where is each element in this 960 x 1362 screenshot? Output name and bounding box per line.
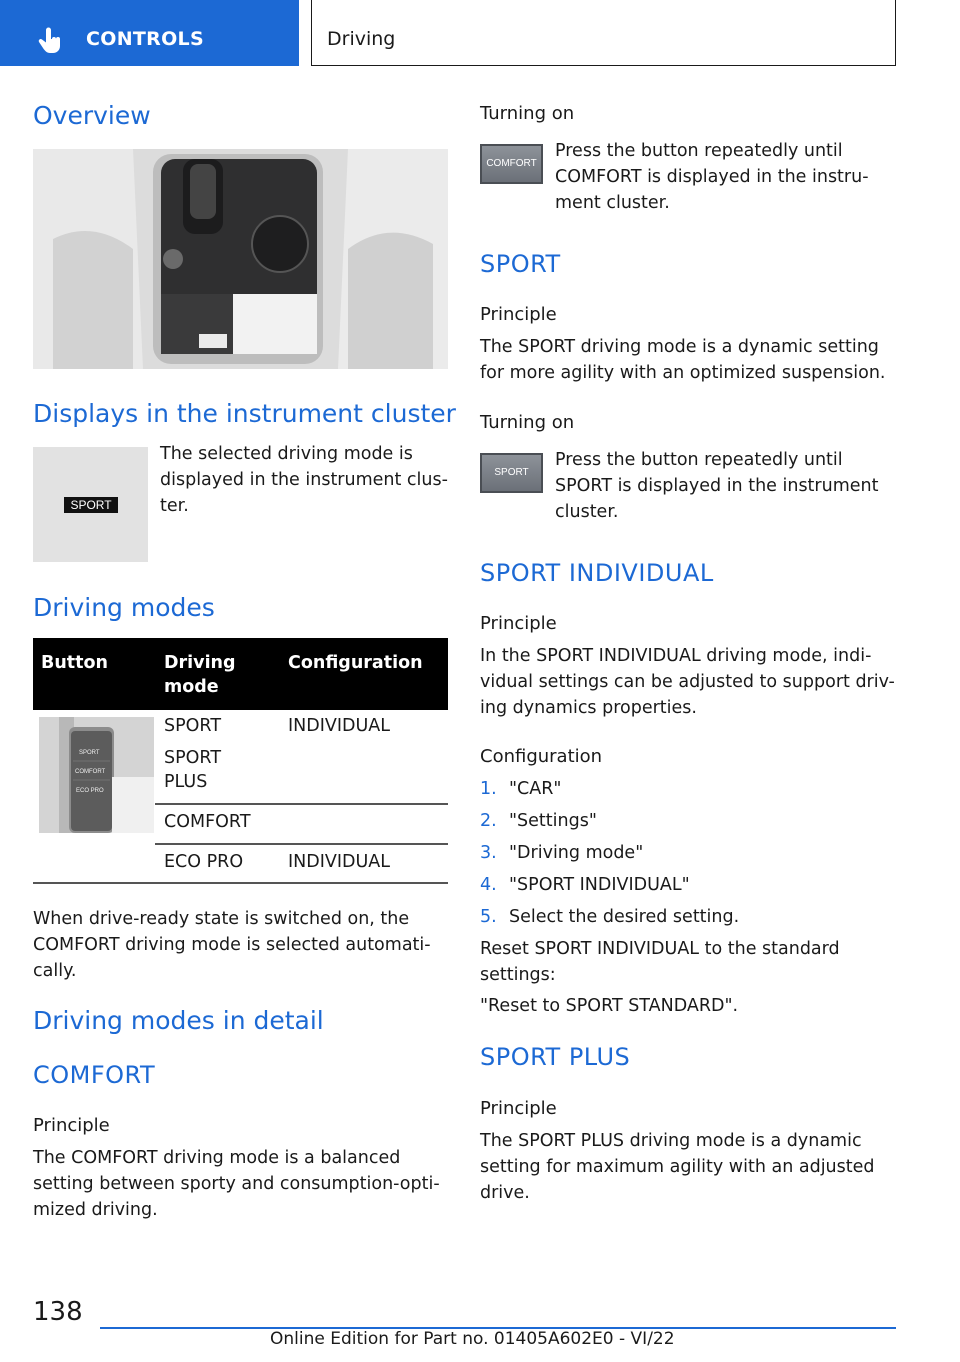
- section-tab: [0, 0, 299, 66]
- sport-plus-principle-text: The SPORT PLUS driving mode is a dynamic setting for maximum agility with an adjusted drive.: [480, 1131, 875, 1203]
- row1-mode1: SPORT: [164, 716, 222, 736]
- step-text: "Settings": [509, 811, 597, 831]
- col-driving-mode: Driving mode: [164, 653, 236, 697]
- step-text: "CAR": [509, 779, 562, 799]
- individual-principle-heading: Principle: [480, 613, 557, 634]
- row3-mode: ECO PRO: [164, 852, 244, 872]
- sport-turning-on-heading: Turning on: [480, 412, 575, 433]
- reset-value: "Reset to SPORT STANDARD".: [480, 996, 739, 1016]
- step-number: 4.: [480, 875, 497, 895]
- row2-mode: COMFORT: [164, 812, 251, 832]
- comfort-heading: COMFORT: [33, 1061, 156, 1089]
- btn-sport-label: SPORT: [79, 750, 100, 756]
- table-bottom-border: [33, 882, 448, 884]
- after-table-text: When drive-ready state is switched on, the COMFORT driving mode is selected automati- cally.: [33, 909, 431, 981]
- center-console-photo: [33, 149, 448, 369]
- comfort-button-icon: COMFORT: [480, 144, 543, 184]
- driving-modes-heading: Driving modes: [33, 593, 215, 622]
- step-text: Select the desired setting.: [509, 907, 740, 927]
- step-number: 1.: [480, 779, 497, 799]
- sport-heading: SPORT: [480, 250, 561, 278]
- step-text: "Driving mode": [509, 843, 644, 863]
- sport-principle-text: The SPORT driving mode is a dynamic setting for more agility with an optimized suspension.: [480, 337, 886, 383]
- reset-text: Reset SPORT INDIVIDUAL to the standard settings:: [480, 939, 840, 985]
- comfort-principle-heading: Principle: [33, 1115, 110, 1136]
- comfort-principle-text: The COMFORT driving mode is a balanced setting between sporty and consumption-opti- mized driving.: [33, 1148, 440, 1220]
- individual-principle-text: In the SPORT INDIVIDUAL driving mode, indi- vidual settings can be adjusted to support driv- ing dynamics properties.: [480, 646, 895, 718]
- btn-comfort-label: COMFORT: [75, 769, 106, 775]
- row-divider: [155, 803, 448, 805]
- sport-principle-heading: Principle: [480, 304, 557, 325]
- row-divider: [155, 843, 448, 845]
- row1-config: INDIVIDUAL: [288, 716, 391, 736]
- sport-plus-heading: SPORT PLUS: [480, 1043, 631, 1071]
- overview-heading: Overview: [33, 101, 151, 130]
- row1-mode2: SPORT PLUS: [164, 748, 222, 792]
- page-number: 138: [33, 1297, 83, 1327]
- section-label: CONTROLS: [86, 28, 204, 50]
- sport-plus-principle-heading: Principle: [480, 1098, 557, 1119]
- step-number: 3.: [480, 843, 497, 863]
- step-text: "SPORT INDIVIDUAL": [509, 875, 690, 895]
- sport-turning-on-text: Press the button repeatedly until SPORT is displayed in the instrument cluster.: [555, 450, 879, 522]
- hand-pointer-icon: [36, 26, 66, 56]
- displays-heading: Displays in the instrument cluster: [33, 399, 456, 428]
- cluster-mode-badge: SPORT: [64, 497, 118, 513]
- btn-ecopro-label: ECO PRO: [76, 788, 104, 794]
- comfort-turning-on-text: Press the button repeatedly until COMFORT is displayed in the instru- ment cluster.: [555, 141, 869, 213]
- step-number: 5.: [480, 907, 497, 927]
- col-configuration: Configuration: [288, 653, 423, 673]
- mode-buttons-photo: [39, 717, 154, 833]
- instrument-cluster-image: [33, 447, 148, 562]
- topic-label: Driving: [327, 28, 396, 50]
- displays-text: The selected driving mode is displayed in the instrument clus- ter.: [160, 444, 448, 516]
- table-header: [33, 638, 448, 710]
- sport-button-icon: SPORT: [480, 453, 543, 493]
- col-button: Button: [41, 653, 109, 673]
- detail-heading: Driving modes in detail: [33, 1006, 324, 1035]
- topic-box: [311, 0, 896, 66]
- sport-individual-heading: SPORT INDIVIDUAL: [480, 559, 714, 587]
- step-number: 2.: [480, 811, 497, 831]
- row3-config: INDIVIDUAL: [288, 852, 391, 872]
- configuration-heading: Configuration: [480, 746, 603, 767]
- edition-text: Online Edition for Part no. 01405A602E0 - VI/22: [270, 1329, 675, 1349]
- comfort-turning-on-heading: Turning on: [480, 103, 575, 124]
